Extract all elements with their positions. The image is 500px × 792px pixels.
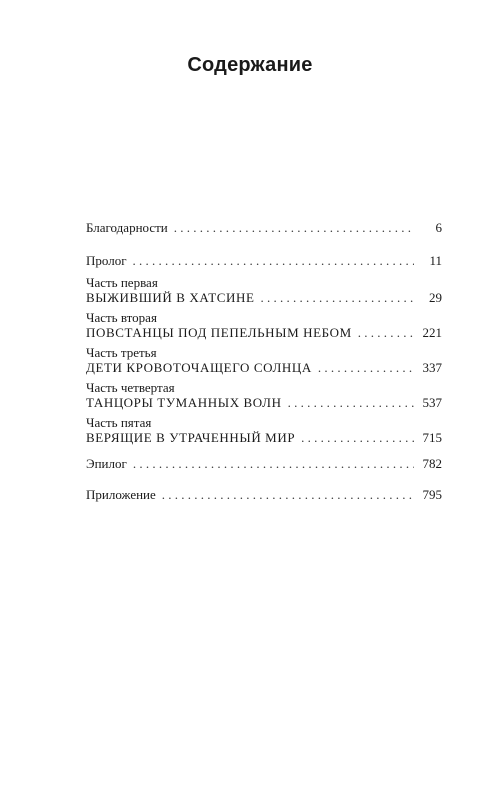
toc-entry-label: Эпилог	[86, 456, 127, 471]
dot-leader	[133, 252, 414, 270]
toc-entry-label: ПОВСТАНЦЫ ПОД ПЕПЕЛЬНЫМ НЕБОМ	[86, 325, 352, 340]
toc-entry-epilogue[interactable]	[86, 455, 442, 473]
toc-part-label: Часть вторая	[86, 310, 157, 325]
dot-leader	[288, 394, 414, 412]
toc-entry-label: ВЫЖИВШИЙ В ХАТСИНЕ	[86, 290, 255, 305]
toc-page-number: 537	[422, 395, 442, 410]
toc-entry-part-5[interactable]	[86, 429, 442, 447]
toc-entry-label: ТАНЦОРЫ ТУМАННЫХ ВОЛН	[86, 395, 282, 410]
toc-page-number: 795	[422, 487, 442, 502]
toc-part-label: Часть четвертая	[86, 380, 175, 395]
dot-leader	[261, 289, 414, 307]
dot-leader	[162, 486, 414, 504]
dot-leader	[318, 359, 414, 377]
toc-entry-label: ДЕТИ КРОВОТОЧАЩЕГО СОЛНЦА	[86, 360, 312, 375]
toc-page-number: 11	[429, 253, 442, 268]
toc-entry-part-1[interactable]	[86, 289, 442, 307]
toc-page-number: 337	[422, 360, 442, 375]
toc-page-number: 29	[429, 290, 442, 305]
toc-part-label: Часть первая	[86, 275, 158, 290]
toc-page-number: 6	[435, 220, 442, 235]
toc-part-label: Часть пятая	[86, 415, 152, 430]
toc-page-number: 715	[422, 430, 442, 445]
toc-entry-appendix[interactable]	[86, 486, 442, 504]
toc-entry-label: Пролог	[86, 253, 127, 268]
page-title: Содержание	[187, 54, 313, 76]
toc-entry-label: Благодарности	[86, 220, 168, 235]
toc-entry-prologue[interactable]	[86, 252, 442, 270]
dot-leader	[174, 219, 414, 237]
dot-leader	[358, 324, 414, 342]
toc-entry-acknowledgements[interactable]	[86, 219, 442, 237]
toc-page-number: 221	[422, 325, 442, 340]
toc-page-number: 782	[422, 456, 442, 471]
toc-part-label: Часть третья	[86, 345, 157, 360]
dot-leader	[301, 429, 414, 447]
toc-entry-label: ВЕРЯЩИЕ В УТРАЧЕННЫЙ МИР	[86, 430, 296, 445]
toc-entry-part-2[interactable]	[86, 324, 442, 342]
toc-entry-part-3[interactable]	[86, 359, 442, 377]
toc-entry-part-4[interactable]	[86, 394, 442, 412]
toc-entry-label: Приложение	[86, 487, 156, 502]
dot-leader	[133, 455, 414, 473]
